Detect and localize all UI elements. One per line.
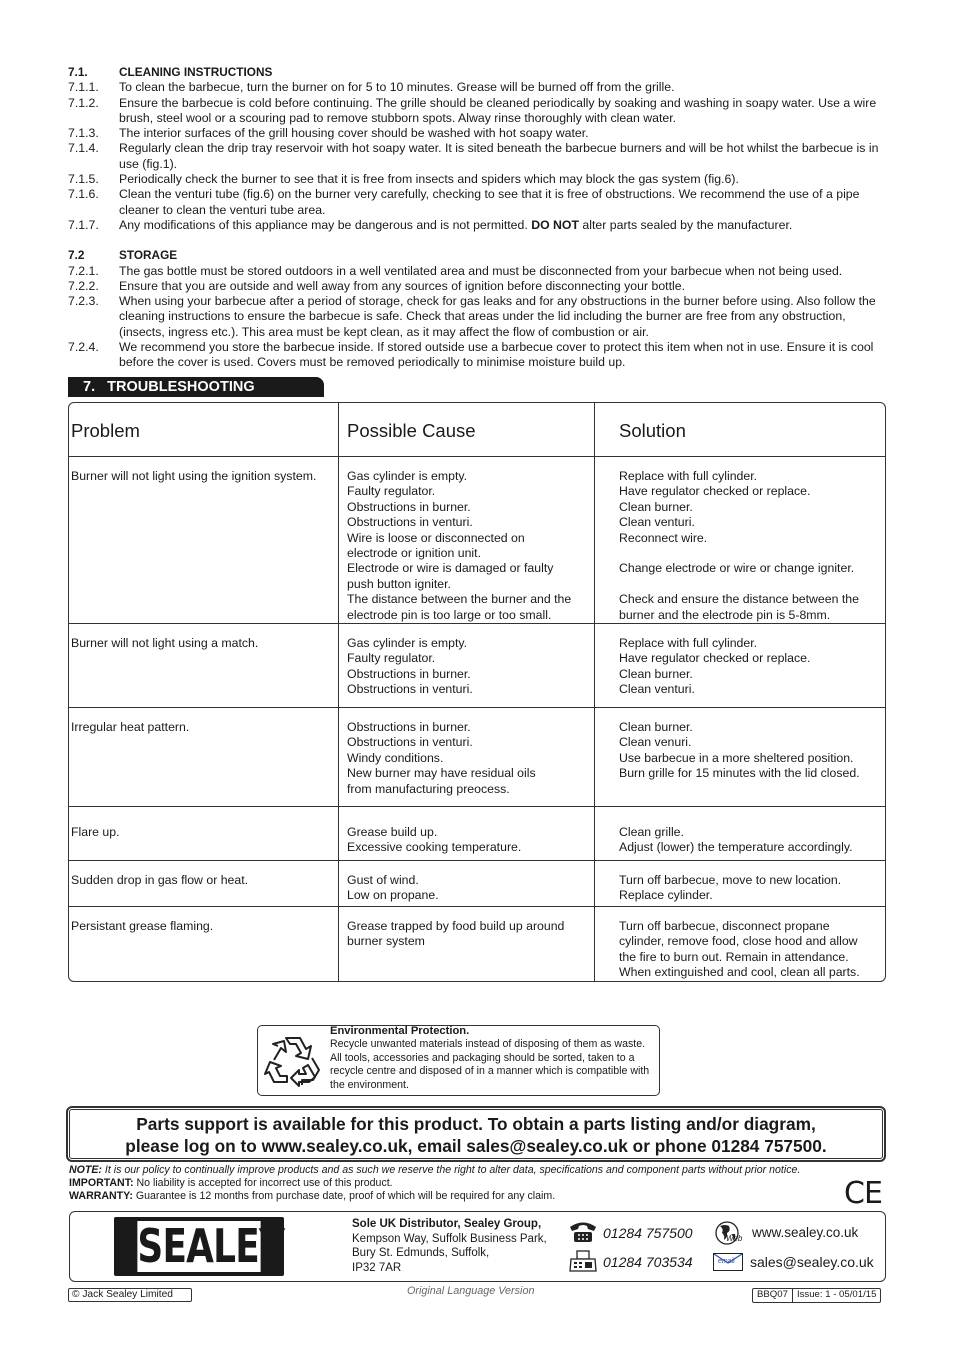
item-number: 7.2.1. (68, 263, 99, 278)
solution-cell: Replace with full cylinder. Have regulator checked or replace. Clean burner. Clean venturi. (595, 624, 887, 708)
parts-support-line2: please log on to www.sealey.co.uk, email sales@sealey.co.uk or phone 01284 757500. (125, 1136, 827, 1156)
cleaning-item (68, 96, 884, 127)
item-number: 7.1.6. (68, 187, 99, 202)
phone-icon (568, 1220, 598, 1244)
cleaning-heading: 7.1. CLEANING INSTRUCTIONS (68, 65, 273, 79)
notes-section (69, 1164, 869, 1203)
solution-cell: Turn off barbecue, move to new location. Replace cylinder. (595, 861, 887, 907)
item-number: 7.1.2. (68, 95, 99, 110)
troubleshooting-table (68, 402, 886, 982)
recycle-icon (264, 1032, 322, 1088)
email-icon: email (713, 1253, 743, 1271)
problem-cell: Burner will not light using the ignition system. (69, 457, 339, 624)
item-number: 7.1.5. (68, 172, 99, 187)
cleaning-item (68, 126, 884, 141)
website-link[interactable]: www.sealey.co.uk (752, 1225, 859, 1240)
item-number: 7.2.3. (68, 294, 99, 309)
problem-cell: Irregular heat pattern. (69, 708, 339, 807)
table-row (69, 861, 887, 907)
troubleshooting-tab: 7. TROUBLESHOOTING (68, 377, 324, 397)
header-problem: Problem (69, 403, 339, 457)
parts-support-box (66, 1106, 886, 1162)
address-line-2: Bury St. Edmunds, Suffolk, (352, 1247, 490, 1259)
cause-cell: Grease build up. Excessive cooking temperature. (339, 807, 595, 861)
address-line-1: Kempson Way, Suffolk Business Park, (352, 1232, 547, 1245)
cleaning-item: 7.1.7. Any modifications of this appliance may be dangerous and is not permitted. DO NOT alter parts sealed by the manufacturer. (68, 217, 793, 232)
item-text: The interior surfaces of the grill housing cover should be washed with hot soapy water. (119, 126, 589, 141)
original-language-label: Original Language Version (407, 1285, 535, 1297)
storage-item (68, 294, 884, 340)
parts-support-line1: Parts support is available for this product. To obtain a parts listing and/or diagram, (136, 1114, 816, 1134)
item-text: To clean the barbecue, turn the burner on for 5 to 10 minutes. Grease will be burned off from the grille. (119, 80, 675, 95)
item-number: 7.1.3. (68, 126, 99, 141)
important-line: IMPORTANT: No liability is accepted for incorrect use of this product. (69, 1177, 393, 1189)
address-line-3: IP32 7AR (352, 1261, 402, 1274)
footer-contact-box (69, 1211, 886, 1282)
item-number: 7.1.1. (68, 80, 99, 95)
item-text: When using your barbecue after a period of storage, check for gas leaks and for any obstructions in the burner before using. Also follow the cleaning instructions to ensure the barbecue is safe. Check that areas under the lid including the burner are free from any obstruction, (insects, ingress etc.). This area must be kept clean, as it may affect the flow of combustion or air. (119, 294, 876, 339)
header-possible-cause: Possible Cause (339, 403, 595, 457)
cleaning-item (68, 141, 884, 172)
phone-number[interactable]: 01284 757500 (603, 1225, 693, 1241)
environment-title: Environmental Protection. (330, 1025, 470, 1037)
fax-icon (568, 1249, 598, 1273)
email-link[interactable]: sales@sealey.co.uk (750, 1254, 874, 1270)
warranty-line: WARRANTY: Guarantee is 12 months from purchase date, proof of which will be required for any claim. (69, 1190, 556, 1202)
table-row (69, 457, 887, 624)
cause-cell: Gas cylinder is empty. Faulty regulator. Obstructions in burner. Obstructions in venturi. (339, 624, 595, 708)
cause-cell: Grease trapped by food build up around burner system (339, 907, 595, 982)
document-reference-box (752, 1288, 881, 1303)
environmental-protection-box (257, 1025, 660, 1096)
troubleshooting-table-frame (68, 402, 886, 982)
cleaning-item (68, 187, 884, 218)
item-text: We recommend you store the barbecue inside. If stored outside use a barbecue cover to protect this item when not in use. Ensure it is cool before the cover is used. Covers must be removed periodically to minimise moisture build up. (119, 340, 874, 370)
problem-cell: Burner will not light using a match. (69, 624, 339, 708)
item-number: 7.2.4. (68, 340, 99, 355)
storage-item (68, 264, 884, 279)
copyright-box: © Jack Sealey Limited (68, 1288, 192, 1302)
storage-item (68, 279, 884, 294)
item-text: Ensure that you are outside and well away from any sources of ignition before disconnecting your bottle. (119, 278, 685, 293)
cleaning-item (68, 80, 884, 95)
cause-cell: Gust of wind. Low on propane. (339, 861, 595, 907)
item-text: Ensure the barbecue is cold before continuing. The grille should be cleaned periodically by soaking and washing in soapy water. Use a wire brush, steel wool or a scouring pad to remove stubborn spots. Alway rinse thoroughly with clean water. (119, 95, 877, 125)
ce-mark: CE (844, 1176, 882, 1211)
item-text: The gas bottle must be stored outdoors in a well ventilated area and must be disconnected from your barbecue when not being used. (119, 263, 843, 278)
cause-cell: Obstructions in burner. Obstructions in venturi. Windy conditions. New burner may have residual oils from manufacturing preocess. (339, 708, 595, 807)
item-text: Clean the venturi tube (fig.6) on the burner very carefully, checking to see that it is free of obstructions. We recommend the use of a pipe cleaner to clean the venturi tube area. (119, 187, 860, 217)
environment-text: Recycle unwanted materials instead of disposing of them as waste. All tools, accessories and packaging should be sorted, taken to a recycle centre and disposed of in a manner which is compatible with the environment. (330, 1038, 650, 1091)
solution-cell: Clean grille. Adjust (lower) the temperature accordingly. (595, 807, 887, 861)
solution-cell: Turn off barbecue, disconnect propane cylinder, remove food, close hood and allow the fire to burn out. Remain in attendance. When extinguished and cool, clean all parts. (595, 907, 887, 982)
table-header-row (69, 403, 887, 457)
item-number: 7.2.2. (68, 278, 99, 293)
header-solution: Solution (595, 403, 887, 457)
storage-heading: 7.2 STORAGE (68, 248, 178, 263)
problem-cell: Sudden drop in gas flow or heat. (69, 861, 339, 907)
table-row (69, 807, 887, 861)
solution-cell: Replace with full cylinder. Have regulator checked or replace. Clean burner. Clean venturi. Reconnect wire. Change electrode or wire or change igniter. Check and ensure the distance between the burner and the electrode pin is 5-8mm. (595, 457, 887, 624)
issue-date: Issue: 1 - 05/01/15 (796, 1289, 877, 1300)
cleaning-item (68, 172, 884, 187)
solution-cell: Clean burner. Clean venuri. Use barbecue in a more sheltered position. Burn grille for 15 minutes with the lid closed. (595, 708, 887, 807)
cleaning-list (68, 80, 884, 218)
note-line: NOTE: It is our policy to continually improve products and as such we reserve the right to alter data, specifications and component parts without prior notice. (69, 1164, 801, 1176)
storage-item (68, 340, 884, 371)
problem-cell: Flare up. (69, 807, 339, 861)
distributor-title: Sole UK Distributor, Sealey Group, (352, 1218, 542, 1230)
item-number: 7.1.4. (68, 141, 99, 156)
item-text: Periodically check the burner to see that it is free from insects and spiders which may block the gas system (fig.6). (119, 172, 739, 187)
model-number: BBQ07 (753, 1289, 793, 1302)
table-row (69, 907, 887, 982)
instructions-section (68, 65, 884, 371)
table-row (69, 708, 887, 807)
storage-list (68, 264, 884, 371)
cause-cell: Gas cylinder is empty. Faulty regulator. Obstructions in burner. Obstructions in venturi. Wire is loose or disconnected on electrode or ignition unit. Electrode or wire is damaged or faulty push button igniter. The distance between the burner and the electrode pin is too large or too small. (339, 457, 595, 624)
globe-icon: Web (713, 1220, 745, 1248)
problem-cell: Persistant grease flaming. (69, 907, 339, 982)
sealey-logo: SEALEY (114, 1217, 284, 1276)
table-row (69, 624, 887, 708)
item-text: Regularly clean the drip tray reservoir with hot soapy water. It is sited beneath the barbecue burners and will be hot whilst the barbecue is in use (fig.1). (119, 141, 879, 171)
fax-number: 01284 703534 (603, 1254, 693, 1270)
